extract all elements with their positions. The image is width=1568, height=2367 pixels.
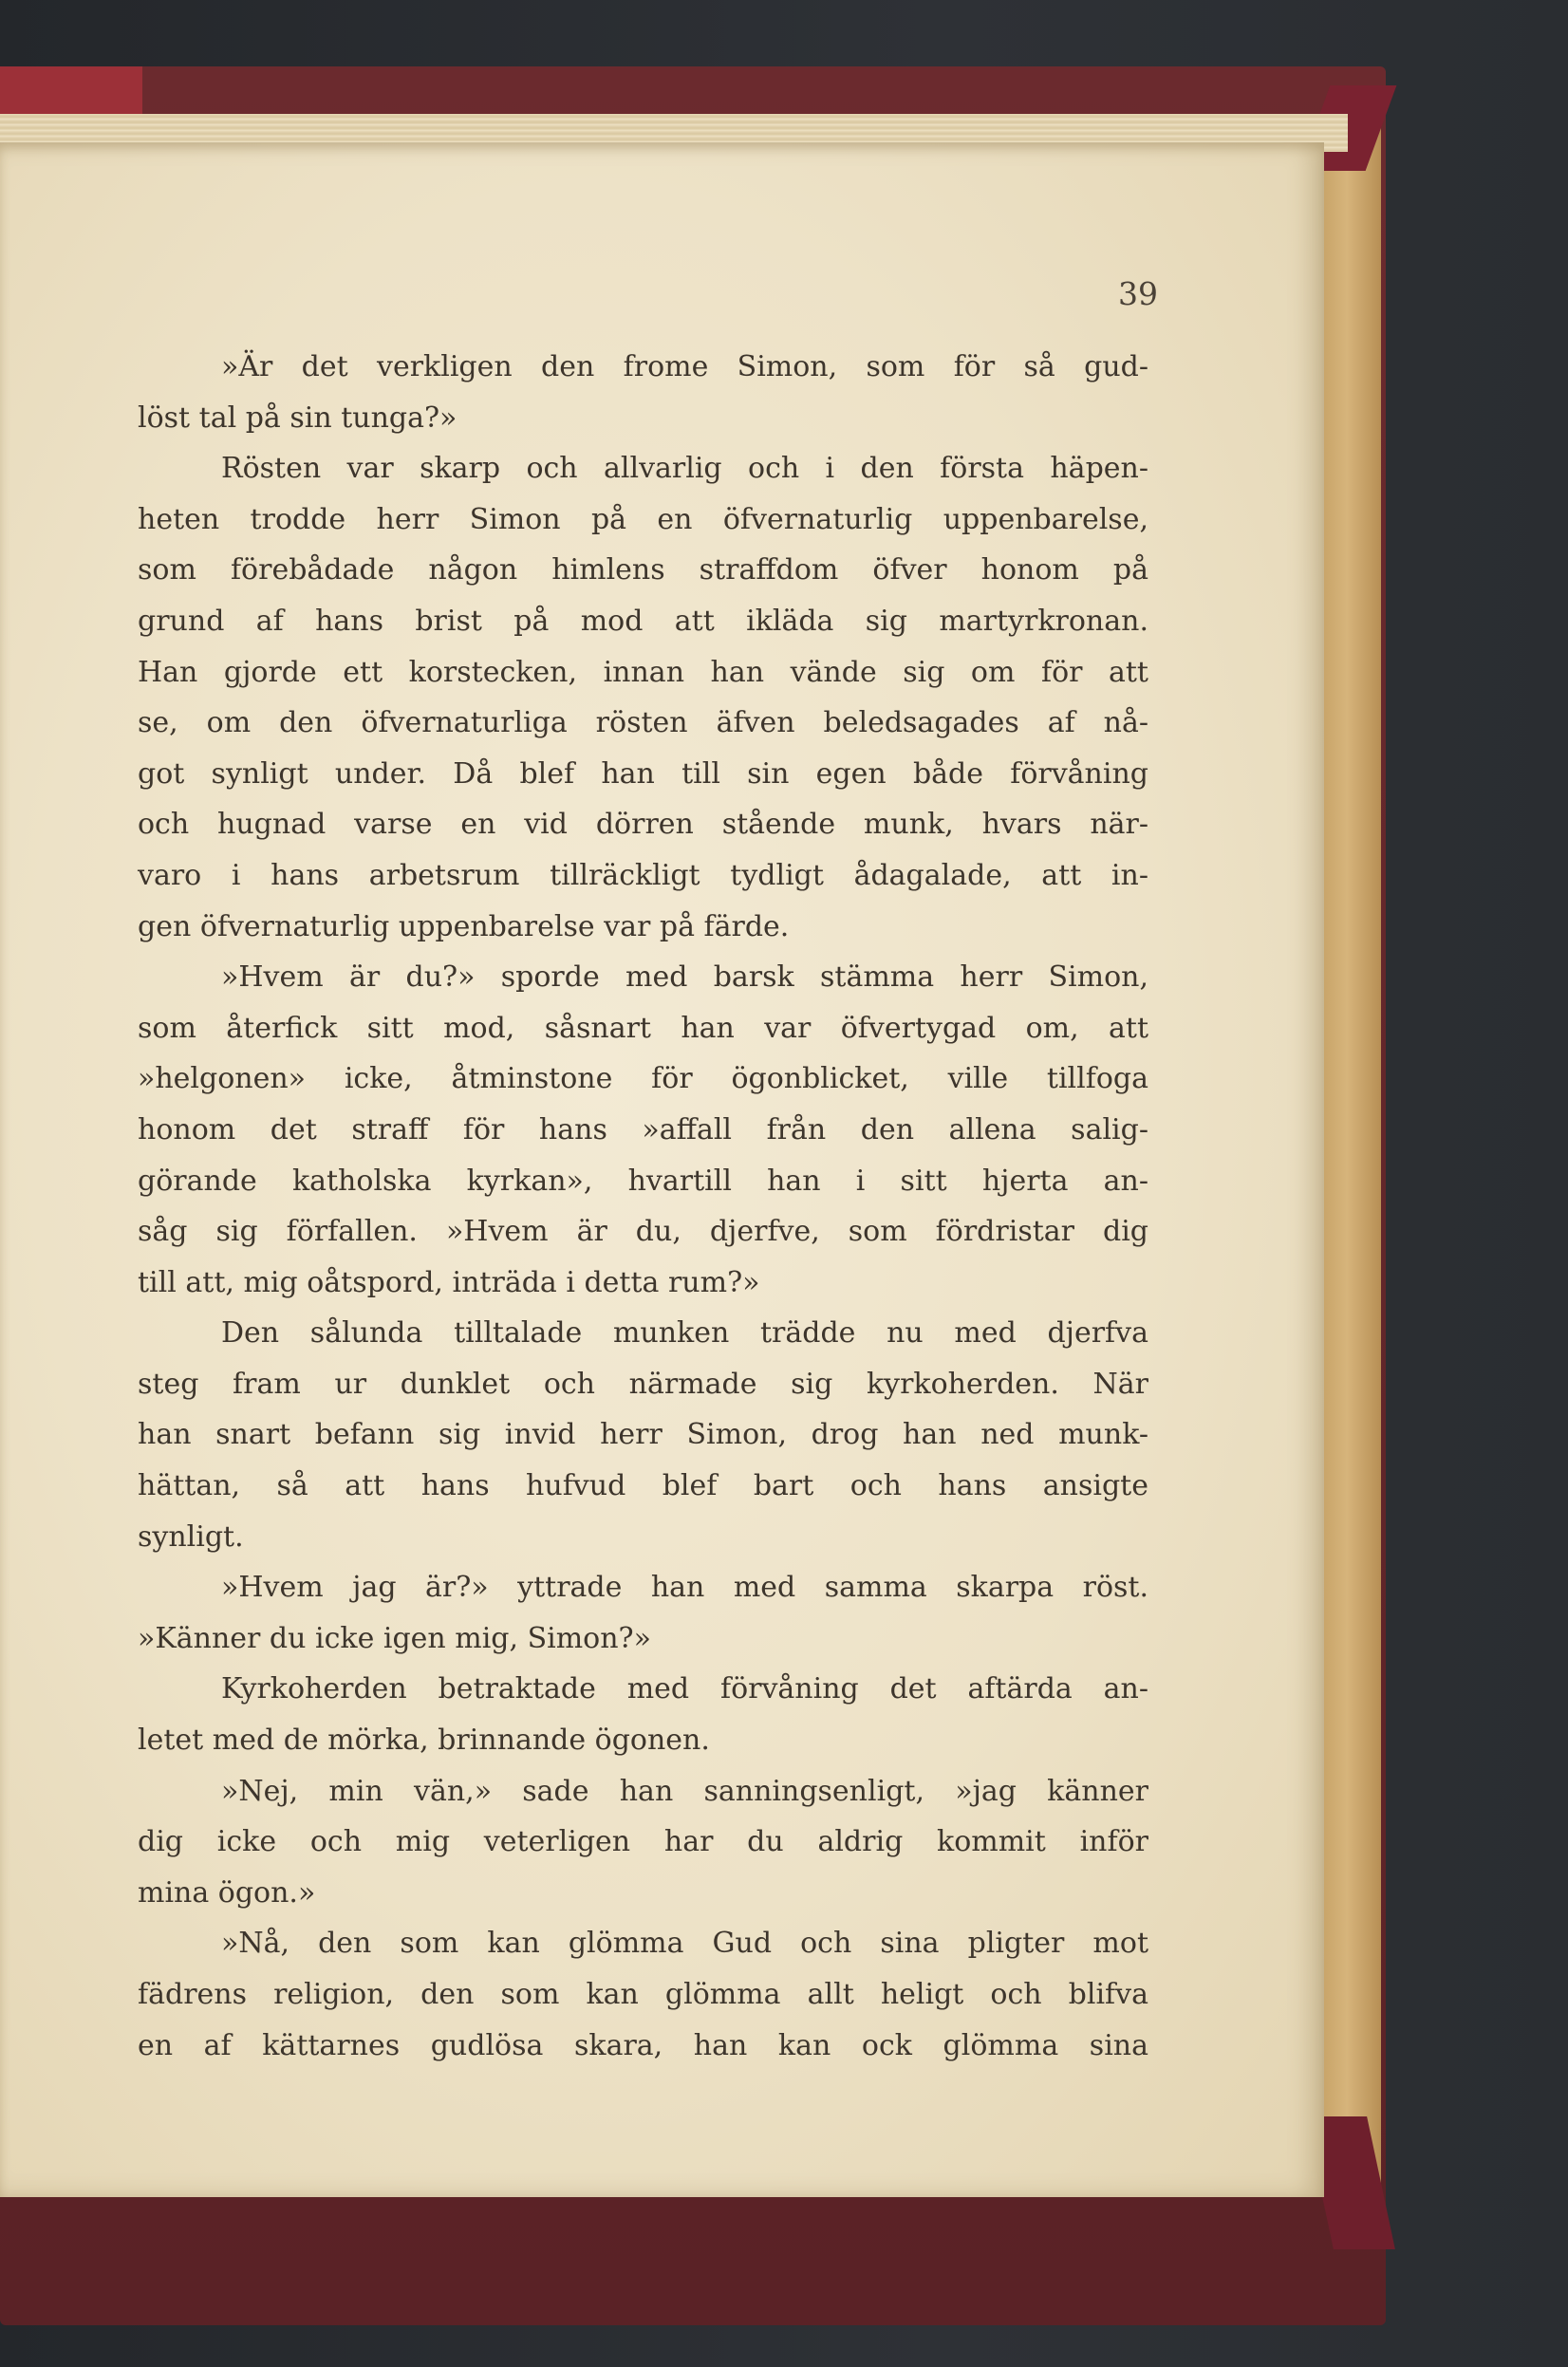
- text-line: se, om den öfvernaturliga rösten äfven beledsagades af nå-: [138, 706, 1148, 740]
- text-line: »Hvem jag är?» yttrade han med samma skarpa röst.: [221, 1571, 1148, 1605]
- text-line: löst tal på sin tunga?»: [138, 401, 457, 435]
- text-line: han snart befann sig invid herr Simon, drog han ned munk-: [138, 1418, 1148, 1452]
- text-line: och hugnad varse en vid dörren stående munk, hvars när-: [138, 808, 1148, 842]
- text-line: honom det straff för hans »affall från den allena salig-: [138, 1112, 1148, 1146]
- text-line: Den sålunda tilltalade munken trädde nu med djerfva: [221, 1316, 1148, 1351]
- text-line: dig icke och mig veterligen har du aldrig kommit inför: [138, 1825, 1148, 1859]
- text-line: synligt.: [138, 1519, 244, 1554]
- page-text-block: [138, 342, 1148, 2071]
- text-line: got synligt under. Då blef han till sin egen både förvåning: [138, 756, 1148, 791]
- text-line: »Känner du icke igen mig, Simon?»: [138, 1621, 651, 1655]
- text-line: fädrens religion, den som kan glömma allt heligt och blifva: [138, 1978, 1148, 2011]
- text-line: hättan, så att hans hufvud blef bart och hans ansigte: [138, 1469, 1148, 1503]
- text-line: såg sig förfallen. »Hvem är du, djerfve, som fördristar dig: [138, 1215, 1148, 1249]
- text-line: mina ögon.»: [138, 1875, 316, 1910]
- text-line: letet med de mörka, brinnande ögonen.: [138, 1724, 710, 1758]
- text-line: »Nej, min vän,» sade han sanningsenligt, »jag känner: [221, 1774, 1148, 1808]
- page-edges-right: [1324, 114, 1381, 2202]
- text-line: Kyrkoherden betraktade med förvåning det aftärda an-: [221, 1672, 1148, 1706]
- book-page: [0, 142, 1324, 2197]
- text-line: till att, mig oåtspord, inträda i detta rum?»: [138, 1265, 760, 1299]
- text-line: som förebådade någon himlens straffdom öfver honom på: [138, 553, 1148, 587]
- text-line: »Nå, den som kan glömma Gud och sina pligter mot: [221, 1927, 1148, 1961]
- text-line: steg fram ur dunklet och närmade sig kyrkoherden. När: [138, 1367, 1148, 1401]
- text-line: heten trodde herr Simon på en öfvernaturlig uppenbarelse,: [138, 502, 1148, 536]
- text-line: »Hvem är du?» sporde med barsk stämma herr Simon,: [221, 960, 1148, 995]
- text-line: »Är det verkligen den frome Simon, som för så gud-: [221, 350, 1148, 383]
- text-line: Han gjorde ett korstecken, innan han vände sig om för att: [138, 655, 1148, 689]
- page-number: 39: [1118, 275, 1158, 312]
- text-line: grund af hans brist på mod att ikläda sig martyrkronan.: [138, 604, 1148, 638]
- text-line: en af kättarnes gudlösa skara, han kan ock glömma sina: [138, 2028, 1148, 2062]
- text-line: »helgonen» icke, åtminstone för ögonblicket, ville tillfoga: [138, 1062, 1148, 1096]
- text-line: gen öfvernaturlig uppenbarelse var på färde.: [138, 909, 790, 943]
- text-line: varo i hans arbetsrum tillräckligt tydligt ådagalade, att in-: [138, 858, 1148, 892]
- text-line: som återfick sitt mod, såsnart han var öfvertygad om, att: [138, 1011, 1148, 1045]
- text-line: görande katholska kyrkan», hvartill han i sitt hjerta an-: [138, 1164, 1148, 1198]
- text-line: Rösten var skarp och allvarlig och i den första häpen-: [221, 452, 1148, 486]
